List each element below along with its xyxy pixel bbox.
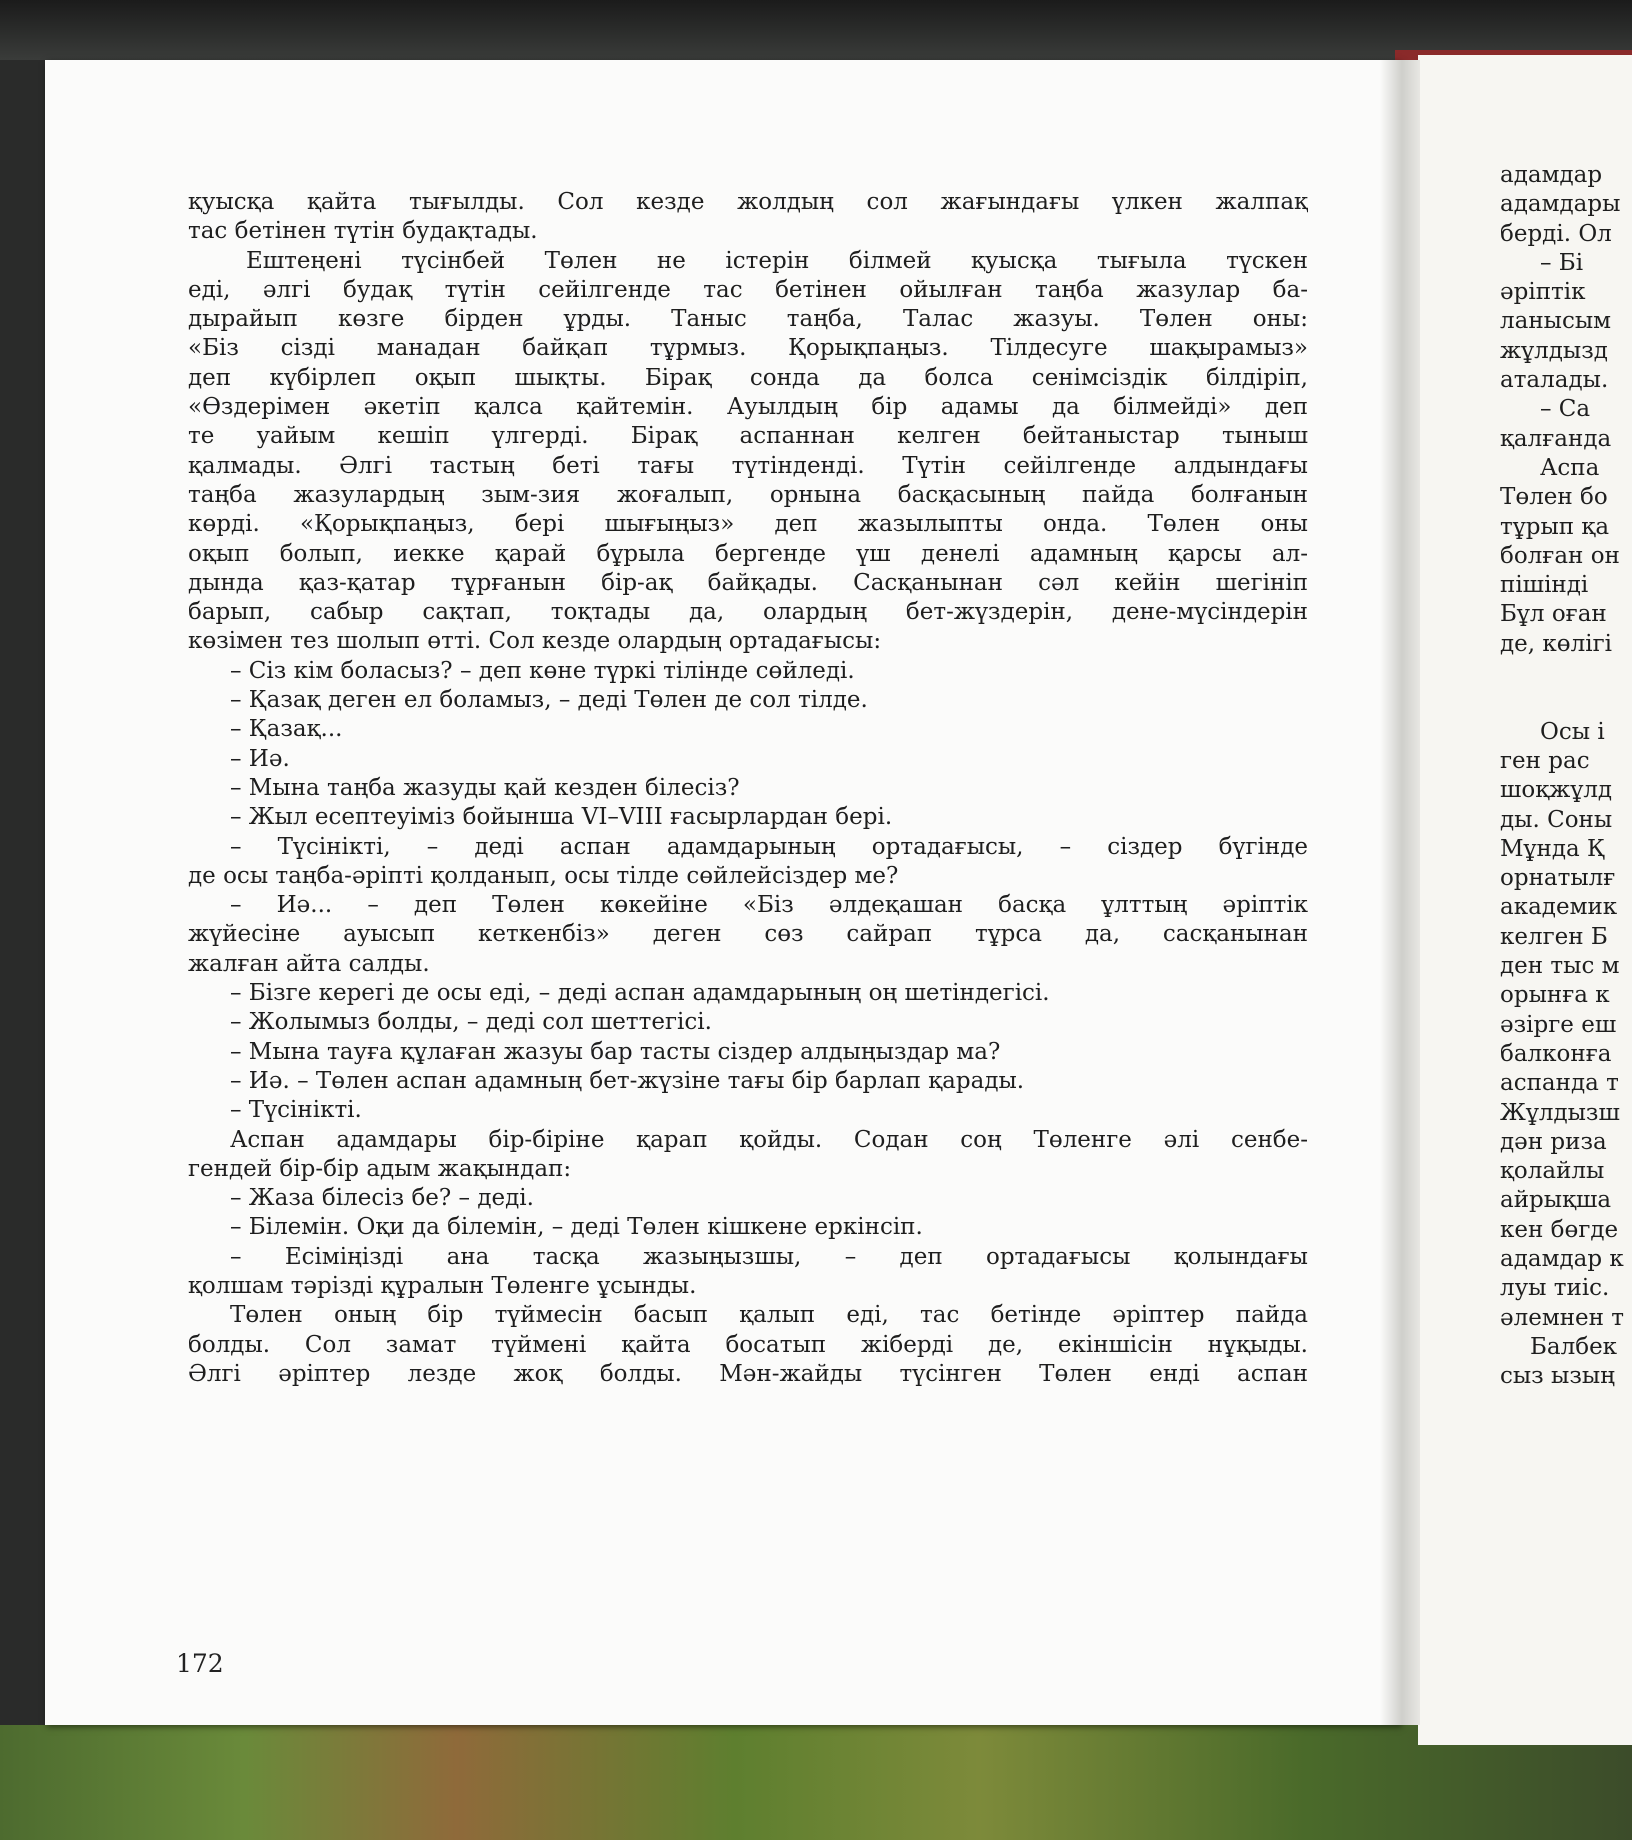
right-text-line: Бұл оған — [1500, 601, 1607, 628]
text-line: «Біз сізді манадан байқап тұрмыз. Қорықпаңыз. Тілдесуге шақырамыз» — [188, 335, 1308, 362]
left-page-text — [188, 188, 1308, 1389]
right-text-line: Балбек — [1530, 1333, 1618, 1360]
text-line: таңба жазулардың зым-зия жоғалып, орнына басқасының пайда болғанын — [188, 481, 1308, 508]
text-line: Әлгі әріптер лезде жоқ болды. Мән-жайды түсінген Төлен енді аспан — [188, 1360, 1308, 1387]
text-line: – Иә... – деп Төлен көкейіне «Біз әлдеқашан басқа ұлттың әріптік — [230, 892, 1308, 919]
right-text-line: қолайлы — [1500, 1158, 1605, 1185]
right-text-line: Осы і — [1540, 718, 1605, 745]
text-line: көрді. «Қорықпаңыз, бері шығыңыз» деп жазылыпты онда. Төлен оны — [188, 511, 1308, 538]
right-text-line: луы тиіс. — [1500, 1275, 1610, 1302]
text-line: те уайым кешіп үлгерді. Бірақ аспаннан келген бейтаныстар тыныш — [188, 423, 1308, 450]
right-text-line: аспанда т — [1500, 1070, 1619, 1097]
right-page — [1418, 55, 1632, 1745]
text-line: – Есіміңізді ана тасқа жазыңызшы, – деп ортадағысы қолындағы — [230, 1243, 1308, 1270]
right-text-line: айрықша — [1500, 1187, 1612, 1214]
text-line: барып, сабыр сақтап, тоқтады да, олардың бет-жүздерін, дене-мүсіндерін — [188, 599, 1308, 626]
right-text-line: берді. Ол — [1500, 220, 1612, 247]
right-text-line: дән риза — [1500, 1128, 1607, 1155]
right-text-line: сыз ызың — [1500, 1363, 1615, 1390]
text-line: – Түсінікті. — [230, 1097, 362, 1124]
right-text-line: ген рас — [1500, 747, 1590, 774]
text-line: жүйесіне ауысып кеткенбіз» деген сөз сайрап тұрса да, сасқанынан — [188, 921, 1308, 948]
right-text-line: ден тыс м — [1500, 953, 1620, 980]
text-line: – Жолымыз болды, – деді сол шеттегісі. — [230, 1009, 712, 1036]
right-text-line: Төлен бо — [1500, 484, 1608, 511]
text-line: жалған айта салды. — [188, 950, 430, 977]
right-text-line: кен бөгде — [1500, 1216, 1619, 1243]
right-text-line: Мұнда Қ — [1500, 835, 1605, 862]
text-line: Төлен оның бір түймесін басып қалып еді, тас бетінде әріптер пайда — [230, 1302, 1308, 1329]
text-line: «Өздерімен әкетіп қалса қайтемін. Ауылдың бір адамы да білмейді» деп — [188, 394, 1308, 421]
scan-background-bottom — [0, 1725, 1632, 1840]
text-line: көзімен тез шолып өтті. Сол кезде олардың ортадағысы: — [188, 628, 882, 655]
right-text-line: қалғанда — [1500, 425, 1612, 452]
text-line: – Мына тауға құлаған жазуы бар тасты сіздер алдыңыздар ма? — [230, 1038, 1001, 1065]
right-text-line: ды. Соны — [1500, 806, 1613, 833]
right-text-line: әлемнен т — [1500, 1304, 1625, 1331]
right-text-line: пішінді — [1500, 572, 1589, 599]
right-text-line: де, көлігі — [1500, 630, 1612, 657]
text-line: оқып болып, иекке қарай бұрыла бергенде үш денелі адамның қарсы ал- — [188, 540, 1308, 567]
text-line: еді, әлгі будақ түтін сейілгенде тас бетінен ойылған таңба жазулар ба- — [188, 276, 1308, 303]
right-text-line: – Са — [1540, 396, 1591, 423]
text-line: – Иә. – Төлен аспан адамның бет-жүзіне тағы бір барлап қарады. — [230, 1067, 1025, 1094]
text-line: қолшам тәрізді құралын Төленге ұсынды. — [188, 1272, 697, 1299]
right-text-line: келген Б — [1500, 923, 1608, 950]
right-text-line: Аспа — [1540, 454, 1600, 481]
text-line: – Білемін. Оқи да білемін, – деді Төлен кішкене еркінсіп. — [230, 1214, 923, 1241]
right-text-line: – Бі — [1540, 249, 1584, 276]
right-text-line: адамдар — [1500, 162, 1603, 188]
scan-background-top — [0, 0, 1632, 60]
right-text-line: жұлдызд — [1500, 337, 1608, 364]
text-line: дырайып көзге бірден ұрды. Таныс таңба, Талас жазуы. Төлен оны: — [188, 306, 1308, 333]
right-text-line: Жұлдызш — [1500, 1099, 1620, 1126]
right-text-line: академик — [1500, 894, 1618, 921]
text-line: де осы таңба-әріпті қолданып, осы тілде сөйлейсіздер ме? — [188, 862, 899, 889]
text-line: – Бізге керегі де осы еді, – деді аспан адамдарының оң шетіндегісі. — [230, 980, 1050, 1007]
right-text-line: шоқжұлд — [1500, 777, 1613, 804]
text-line: тас бетінен түтін будақтады. — [188, 218, 538, 245]
text-line: деп күбірлеп оқып шықты. Бірақ сонда да болса сенімсіздік білдіріп, — [188, 364, 1308, 391]
right-text-line: әріптік — [1500, 279, 1586, 306]
right-text-line: орынға к — [1500, 982, 1610, 1009]
right-text-line: балконға — [1500, 1040, 1612, 1067]
right-text-line — [1500, 688, 1632, 717]
text-line: болды. Сол замат түймені қайта босатып жіберді де, екіншісін нұқыды. — [188, 1331, 1308, 1358]
right-text-line: аталады. — [1500, 367, 1609, 394]
text-line: – Түсінікті, – деді аспан адамдарының ортадағысы, – сіздер бүгінде — [230, 833, 1308, 860]
right-text-line: ланысым — [1500, 308, 1612, 335]
text-line: қалмады. Әлгі тастың беті тағы түтінденді. Түтін сейілгенде алдындағы — [188, 452, 1308, 479]
right-page-text — [1500, 161, 1632, 1391]
text-line: – Иә. — [230, 745, 290, 772]
text-line: дында қаз-қатар тұрғанын бір-ақ байқады. Сасқанынан сәл кейін шегініп — [188, 569, 1308, 596]
right-text-line: орнатылғ — [1500, 865, 1616, 892]
text-line: – Қазақ деген ел боламыз, – деді Төлен де сол тілде. — [230, 687, 868, 714]
right-text-line — [1500, 659, 1632, 688]
text-line: Ештеңені түсінбей Төлен не істерін білмей қуысқа тығыла түскен — [246, 247, 1308, 274]
text-line: Аспан адамдары бір-біріне қарап қойды. Содан соң Төленге әлі сенбе- — [230, 1126, 1308, 1153]
right-text-line: адамдар к — [1500, 1245, 1624, 1272]
text-line: – Жыл есептеуіміз бойынша VI–VIII ғасырлардан бері. — [230, 804, 893, 831]
text-line: гендей бір-бір адым жақындап: — [188, 1155, 572, 1182]
right-text-line: адамдары — [1500, 191, 1621, 218]
text-line: – Жаза білесіз бе? – деді. — [230, 1185, 534, 1212]
page-number: 172 — [176, 1649, 224, 1678]
text-line: қуысқа қайта тығылды. Сол кезде жолдың сол жағындағы үлкен жалпақ — [188, 189, 1308, 215]
text-line: – Қазақ... — [230, 716, 343, 743]
text-line: – Сіз кім боласыз? – деп көне түркі тілінде сөйледі. — [230, 657, 855, 684]
right-text-line: болған он — [1500, 542, 1620, 569]
right-text-line: тұрып қа — [1500, 513, 1610, 540]
book-gutter — [1380, 60, 1420, 1725]
text-line: – Мына таңба жазуды қай кезден білесіз? — [230, 774, 740, 801]
right-text-line: әзірге еш — [1500, 1011, 1617, 1038]
